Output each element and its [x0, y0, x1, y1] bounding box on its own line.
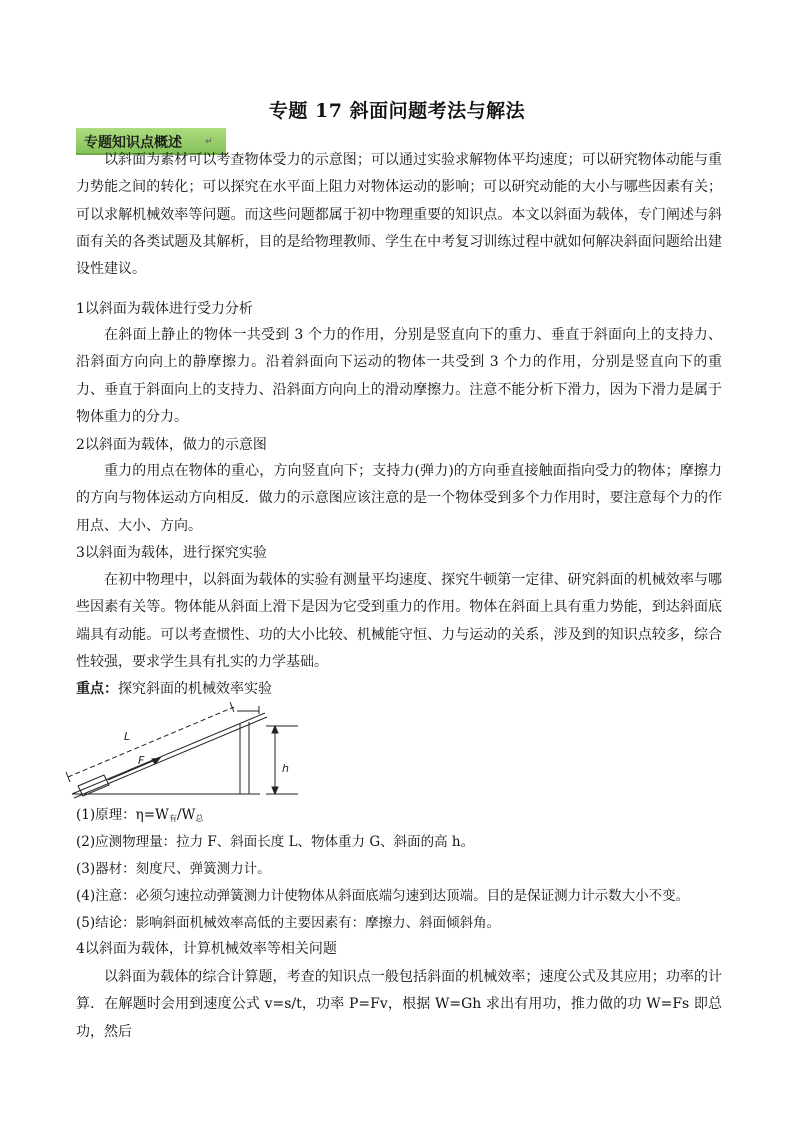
- section-4-body: 以斜面为载体的综合计算题，考查的知识点一般包括斜面的机械效率；速度公式及其应用；功率的计算．在解题时会用到速度公式 v=s/t，功率 P=Fv，根据 W=Gh 求出有用功，推力做的功 W=Fs 即总功，然后: [76, 969, 722, 1040]
- item-1-principle: [76, 803, 736, 831]
- item-4-notes: (4)注意：必须匀速拉动弹簧测力计使物体从斜面底端匀速到达顶端。目的是保证测力计示数大小不变。: [76, 888, 690, 904]
- incline-diagram: [60, 702, 310, 802]
- section-2-heading: 2以斜面为载体，做力的示意图: [76, 437, 267, 453]
- page-title: 专题 17 斜面问题考法与解法: [268, 100, 526, 122]
- diagram-label-h: h: [282, 762, 289, 775]
- key-point-label: 重点：: [76, 681, 118, 697]
- section-1-body: 在斜面上静止的物体一共受到 3 个力的作用，分别是竖直向下的重力、垂直于斜面向上的支持力、沿斜面方向向上的静摩擦力。沿着斜面向下运动的物体一共受到 3 个力的作用，分别是竖直向下的重力、垂直于斜面向上的支持力、沿斜面方向向上的滑动摩擦力。注意不能分析下滑力，因为下滑力是属于物体重力的分力。: [76, 327, 722, 425]
- section-4-heading: 4以斜面为载体，计算机械效率等相关问题: [76, 941, 337, 957]
- section-1-heading: 1以斜面为载体进行受力分析: [76, 301, 253, 317]
- section-3-heading: 3以斜面为载体，进行探究实验: [76, 545, 267, 561]
- key-point-text: 探究斜面的机械效率实验: [118, 681, 272, 697]
- item-1-prefix: (1)原理：: [76, 807, 136, 823]
- item-1-formula-mid: /W: [176, 807, 196, 823]
- diagram-label-L: L: [124, 730, 131, 743]
- intro-paragraph: 以斜面为素材可以考查物体受力的示意图；可以通过实验求解物体平均速度；可以研究物体动能与重力势能之间的转化；可以探究在水平面上阻力对物体运动的影响；可以研究动能的大小与哪些因素有关；可以求解机械效率等问题。而这些问题都属于初中物理重要的知识点。本文以斜面为载体，专门阐述与斜面有关的各类试题及其解析，目的是给物理教师、学生在中考复习训练过程中就如何解决斜面问题给出建设性建议。: [76, 152, 722, 278]
- section-badge-label: 专题知识点概述: [84, 135, 182, 151]
- key-point-line: [76, 677, 722, 701]
- diagram-label-F: F: [138, 754, 145, 767]
- item-2-quantities: (2)应测物理量：拉力 F、斜面长度 L、物体重力 G、斜面的高 h。: [76, 834, 475, 850]
- section-2-body: 重力的用点在物体的重心，方向竖直向下；支持力(弹力)的方向垂直接触面指向受力的物体；摩擦力的方向与物体运动方向相反．做力的示意图应该注意的是一个物体受到多个力作用时，要注意每个力的作用点、大小、方向。: [76, 463, 722, 534]
- item-1-sub-useful: 有: [168, 814, 177, 823]
- return-mark-icon: ↵: [205, 137, 213, 147]
- item-3-equipment: (3)器材：刻度尺、弹簧测力计。: [76, 861, 271, 877]
- section-3-body: 在初中物理中，以斜面为载体的实验有测量平均速度、探究牛顿第一定律、研究斜面的机械效率与哪些因素有关等。物体能从斜面上滑下是因为它受到重力的作用。物体在斜面上具有重力势能，到达斜面底端具有动能。可以考查惯性、功的大小比较、机械能守恒、力与运动的关系，涉及到的知识点较多，综合性较强，要求学生具有扎实的力学基础。: [76, 572, 722, 670]
- item-5-conclusion: (5)结论：影响斜面机械效率高低的主要因素有：摩擦力、斜面倾斜角。: [76, 915, 501, 931]
- item-1-formula: η=W: [135, 807, 169, 823]
- item-1-sub-total: 总: [195, 814, 204, 823]
